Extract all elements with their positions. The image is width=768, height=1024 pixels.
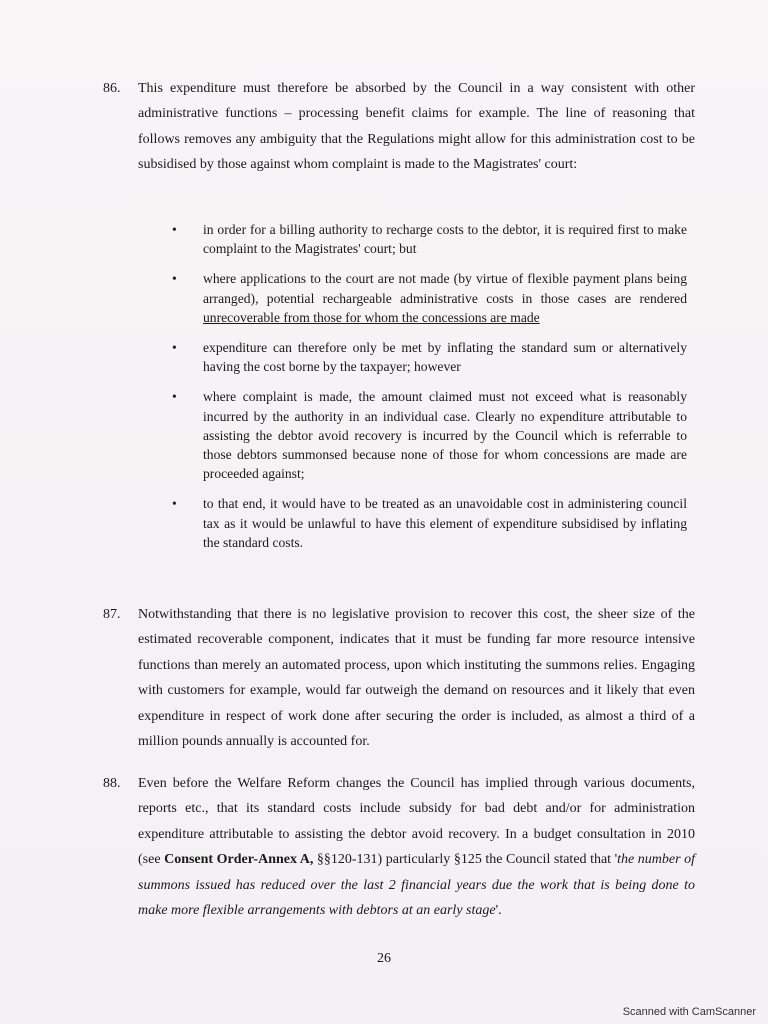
bullet-glyph: • xyxy=(172,340,177,356)
paragraph-number: 87. xyxy=(103,607,121,622)
bullet-text: where applications to the court are not made (by virtue of flexible payment plans being arranged), potential rechargeable administrative costs in those cases are rendered xyxy=(203,271,687,306)
paragraph-text: Notwithstanding that there is no legislative provision to recover this cost, the sheer size of the estimated recoverable component, indicates that it must be funding far more resource intensive functions than merely an automated process, upon which instituting the summons relies. Engaging with customers for example, would far outweigh the demand on resources and it likely that even expenditure in respect of work done after securing the order is included, as almost a third of a million pounds annually is accounted for. xyxy=(138,607,695,750)
bullet-glyph: • xyxy=(172,389,177,405)
bold-reference: Consent Order-Annex A, xyxy=(164,852,314,868)
paragraph-text-part: §§120-131) particularly §125 the Council stated that ' xyxy=(313,852,618,868)
bullet-item xyxy=(172,220,687,258)
paragraph-86 xyxy=(103,76,695,178)
bullet-item xyxy=(172,338,687,376)
paragraph-number: 86. xyxy=(103,81,121,96)
bullet-text: to that end, it would have to be treated as an unavoidable cost in administering council tax as it would be unlawful to have this element of expenditure subsidised by inflating the standard costs. xyxy=(203,496,687,550)
paragraph-88 xyxy=(103,771,695,923)
page-number: 26 xyxy=(377,951,391,966)
bullet-text-underlined: unrecoverable from those for whom the concessions are made xyxy=(203,309,540,325)
scanner-watermark: Scanned with CamScanner xyxy=(622,1006,756,1018)
paragraph-number: 88. xyxy=(103,776,121,791)
bullet-glyph: • xyxy=(172,496,177,512)
paragraph-text-part: '. xyxy=(495,903,502,919)
bullet-text: expenditure can therefore only be met by inflating the standard sum or alternatively having the cost borne by the taxpayer; however xyxy=(203,340,687,375)
paragraph-text xyxy=(138,771,695,923)
bullet-item xyxy=(172,269,687,327)
paragraph-text: This expenditure must therefore be absorbed by the Council in a way consistent with other administrative functions – processing benefit claims for example. The line of reasoning that follows removes any ambiguity that the Regulations might allow for this administration cost to be subsidised by those against whom complaint is made to the Magistrates' court: xyxy=(138,81,695,173)
italic-quote: the number of summons issued has reduced over the last 2 financial years due the work that is being done to make more flexible arrangements with debtors at an early stage xyxy=(138,852,695,919)
bullet-text: in order for a billing authority to recharge costs to the debtor, it is required first to make complaint to the Magistrates' court; but xyxy=(203,222,687,257)
bullet-glyph: • xyxy=(172,222,177,237)
bullet-item xyxy=(172,387,687,483)
paragraph-87 xyxy=(103,602,695,754)
bullet-text: where complaint is made, the amount claimed must not exceed what is reasonably incurred by the authority in an individual case. Clearly no expenditure attributable to assisting the debtor avoid recovery is incurred by the Council which is referrable to those debtors summonsed because none of those for whom concessions are made are proceeded against; xyxy=(203,389,687,482)
bullet-item xyxy=(172,494,687,552)
bullet-list xyxy=(172,220,687,563)
paragraph-text-part: Even before the Welfare Reform changes the Council has implied through various documents, reports etc., that its standard costs include subsidy for bad debt and/or for administration expenditure attributable to assisting the debtor avoid recovery. In a budget consultation in 2010 (see xyxy=(138,776,695,868)
bullet-glyph: • xyxy=(172,271,177,287)
